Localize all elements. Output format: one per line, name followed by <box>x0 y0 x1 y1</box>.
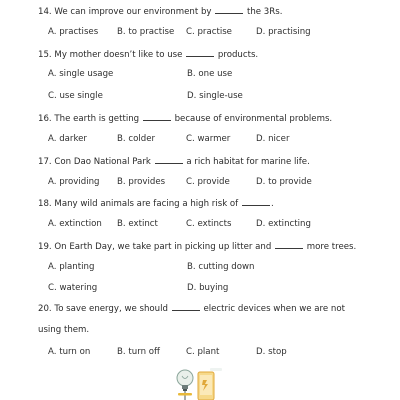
question-text-before: My mother doesn’t like to use <box>54 50 183 60</box>
option-text: extinct <box>128 219 158 229</box>
question-text-after: products. <box>217 50 259 60</box>
question-text-after: electric devices when we are not using them. <box>38 304 345 335</box>
question-text-before: The earth is getting <box>54 114 140 124</box>
option-text: plant <box>197 347 220 357</box>
option-letter: B. <box>117 347 126 357</box>
option-text: watering <box>59 283 98 293</box>
option-17-b[interactable] <box>117 177 165 188</box>
question-text-after: . <box>270 199 274 209</box>
question-number: 15. <box>38 50 52 60</box>
question-18 <box>38 197 383 210</box>
option-text: use single <box>59 91 103 101</box>
question-text-after: more trees. <box>306 242 357 252</box>
question-text-before: Many wild animals are facing a high risk of <box>54 199 239 209</box>
option-text: extinction <box>59 219 102 229</box>
question-text-before: On Earth Day, we take part in picking up litter and <box>54 242 272 252</box>
option-16-a[interactable] <box>48 134 87 145</box>
option-18-c[interactable] <box>186 219 231 230</box>
question-number: 16. <box>38 114 52 124</box>
option-15-b[interactable] <box>187 69 232 80</box>
option-text: to provide <box>268 177 312 187</box>
question-17 <box>38 155 383 168</box>
option-text: extincts <box>197 219 232 229</box>
option-16-d[interactable] <box>256 134 289 145</box>
energy-saving-illustration <box>170 366 226 400</box>
option-text: extincting <box>268 219 311 229</box>
option-letter: D. <box>256 347 266 357</box>
option-letter: A. <box>48 347 57 357</box>
option-letter: C. <box>186 27 195 37</box>
option-15-d[interactable] <box>187 91 243 102</box>
question-text-after: because of environmental problems. <box>174 114 333 124</box>
option-20-d[interactable] <box>256 347 287 358</box>
option-text: one use <box>198 69 233 79</box>
option-letter: B. <box>187 262 196 272</box>
option-letter: D. <box>187 283 197 293</box>
option-letter: A. <box>48 262 57 272</box>
option-16-b[interactable] <box>117 134 155 145</box>
option-text: provides <box>128 177 166 187</box>
option-text: to practise <box>128 27 175 37</box>
phone-icon <box>198 368 222 400</box>
option-15-c[interactable] <box>48 91 103 102</box>
option-letter: D. <box>256 134 266 144</box>
option-19-d[interactable] <box>187 283 228 294</box>
option-text: practises <box>59 27 99 37</box>
option-letter: C. <box>48 91 57 101</box>
option-letter: B. <box>117 177 126 187</box>
option-text: practising <box>268 27 311 37</box>
option-17-d[interactable] <box>256 177 312 188</box>
option-14-b[interactable] <box>117 27 174 38</box>
option-16-c[interactable] <box>186 134 230 145</box>
question-number: 17. <box>38 157 52 167</box>
question-16 <box>38 112 383 125</box>
option-letter: D. <box>187 91 197 101</box>
option-19-a[interactable] <box>48 262 94 273</box>
question-text-before: We can improve our environment by <box>54 7 212 17</box>
question-text-before: To save energy, we should <box>54 304 168 314</box>
answer-blank <box>275 240 303 249</box>
answer-blank <box>143 112 171 121</box>
option-text: turn on <box>59 347 91 357</box>
option-letter: C. <box>186 177 195 187</box>
option-letter: A. <box>48 134 57 144</box>
option-letter: A. <box>48 219 57 229</box>
question-text-after: the 3Rs. <box>246 7 283 17</box>
option-15-a[interactable] <box>48 69 113 80</box>
option-19-b[interactable] <box>187 262 255 273</box>
option-18-b[interactable] <box>117 219 158 230</box>
question-text-after: a rich habitat for marine life. <box>186 157 310 167</box>
option-text: stop <box>268 347 287 357</box>
option-letter: B. <box>117 27 126 37</box>
option-letter: D. <box>256 177 266 187</box>
option-letter: B. <box>117 219 126 229</box>
question-19 <box>38 240 383 253</box>
option-14-d[interactable] <box>256 27 311 38</box>
option-20-c[interactable] <box>186 347 219 358</box>
question-15 <box>38 48 383 61</box>
option-19-c[interactable] <box>48 283 97 294</box>
question-14 <box>38 5 383 18</box>
option-letter: A. <box>48 69 57 79</box>
option-text: single usage <box>59 69 114 79</box>
option-18-d[interactable] <box>256 219 311 230</box>
option-14-a[interactable] <box>48 27 98 38</box>
lightbulb-icon <box>177 370 193 400</box>
question-number: 19. <box>38 242 52 252</box>
answer-blank <box>242 197 270 206</box>
option-letter: C. <box>186 347 195 357</box>
answer-blank <box>215 5 243 14</box>
question-number: 18. <box>38 199 52 209</box>
option-letter: B. <box>187 69 196 79</box>
answer-blank <box>155 155 183 164</box>
option-text: warmer <box>197 134 231 144</box>
option-text: single-use <box>199 91 243 101</box>
option-14-c[interactable] <box>186 27 232 38</box>
option-text: buying <box>199 283 229 293</box>
option-letter: D. <box>256 27 266 37</box>
answer-blank <box>186 48 214 57</box>
option-text: turn off <box>128 347 160 357</box>
question-number: 14. <box>38 7 52 17</box>
option-letter: C. <box>186 134 195 144</box>
option-letter: C. <box>48 283 57 293</box>
option-20-b[interactable] <box>117 347 160 358</box>
option-17-c[interactable] <box>186 177 230 188</box>
option-letter: C. <box>186 219 195 229</box>
option-letter: B. <box>117 134 126 144</box>
option-text: cutting down <box>198 262 255 272</box>
option-17-a[interactable] <box>48 177 99 188</box>
question-20 <box>38 299 353 341</box>
question-text-before: Con Dao National Park <box>54 157 151 167</box>
option-18-a[interactable] <box>48 219 102 230</box>
option-20-a[interactable] <box>48 347 90 358</box>
option-text: nicer <box>268 134 290 144</box>
option-text: planting <box>59 262 95 272</box>
option-text: practise <box>197 27 232 37</box>
option-text: darker <box>59 134 87 144</box>
option-letter: D. <box>256 219 266 229</box>
option-text: providing <box>59 177 100 187</box>
option-text: colder <box>128 134 156 144</box>
option-letter: A. <box>48 27 57 37</box>
option-letter: A. <box>48 177 57 187</box>
question-number: 20. <box>38 304 52 314</box>
option-text: provide <box>197 177 230 187</box>
answer-blank <box>172 302 200 311</box>
